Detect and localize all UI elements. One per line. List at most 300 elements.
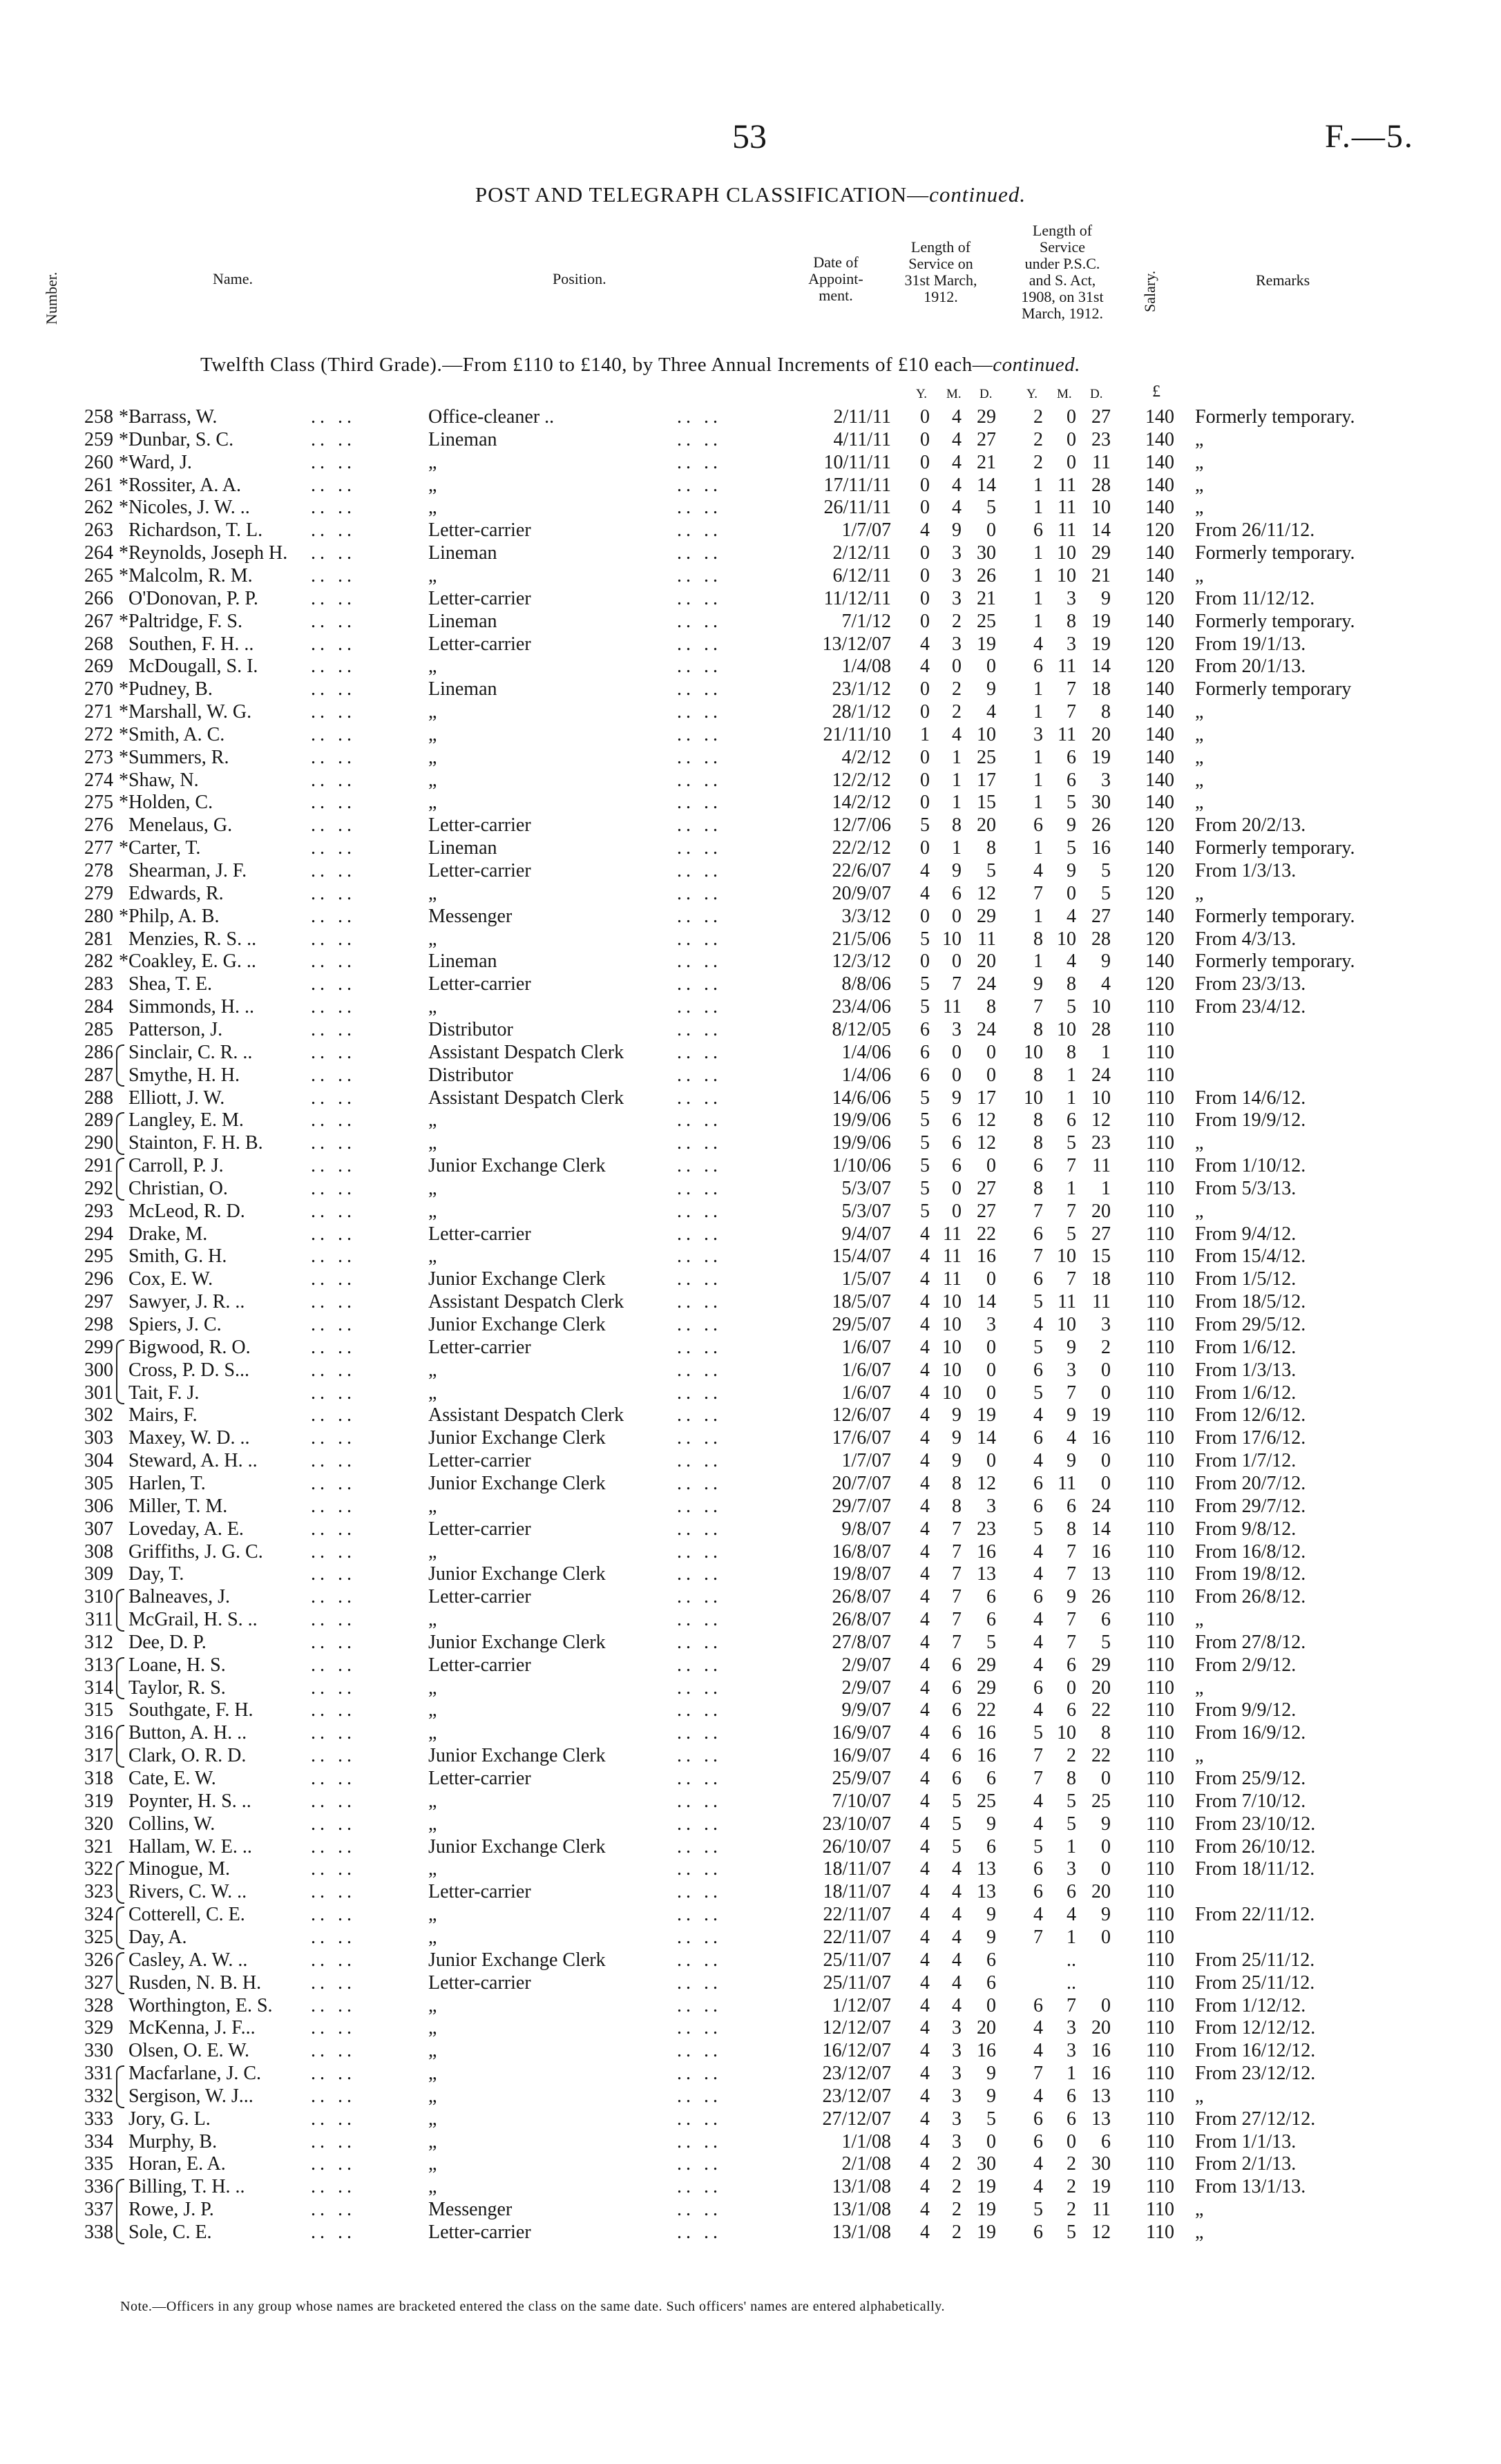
cell-name: Holden, C. — [128, 792, 213, 814]
cell-sm: 10 — [942, 1291, 962, 1313]
leader-dots: .. .. — [311, 1858, 356, 1880]
cell-pos: „ — [428, 1200, 437, 1222]
cell-pos: „ — [428, 1382, 437, 1404]
cell-name: Steward, A. H. .. — [128, 1450, 258, 1472]
cell-sd: 23 — [977, 1518, 996, 1540]
cell-sal: 110 — [1146, 1359, 1174, 1381]
cell-name: Barrass, W. — [128, 406, 218, 428]
cell-pos: Letter-carrier — [428, 1768, 531, 1789]
cell-pm: 11 — [1058, 723, 1076, 745]
cell-sm: 4 — [952, 1971, 962, 1994]
cell-name: Shaw, N. — [128, 769, 199, 791]
cell-sy: 0 — [920, 769, 930, 791]
cell-sm: 10 — [942, 1359, 962, 1381]
cell-pos: Junior Exchange Clerk — [428, 1314, 606, 1335]
cell-py: 1 — [1033, 951, 1043, 973]
cell-sm: 11 — [943, 996, 962, 1018]
table-row — [0, 1087, 1501, 1109]
table-row — [0, 2108, 1501, 2130]
leader-dots: .. .. — [311, 1291, 356, 1313]
cell-pos: Lineman — [428, 678, 497, 700]
cell-sd: 29 — [977, 1654, 996, 1676]
cell-rem: From 29/7/12. — [1195, 1495, 1306, 1517]
cell-sm: 3 — [952, 564, 962, 586]
cell-pm: 9 — [1067, 1404, 1076, 1426]
cell-num: 289 — [84, 1109, 113, 1131]
leader-dots: .. .. — [311, 2063, 356, 2085]
cell-num: 313 — [84, 1654, 113, 1676]
cell-pm: 9 — [1067, 1450, 1076, 1472]
leader-dots: .. .. — [677, 701, 722, 723]
cell-sm: 3 — [952, 542, 962, 564]
cell-num: 314 — [84, 1677, 113, 1699]
cell-pd: 23 — [1091, 1132, 1111, 1154]
cell-sd: 14 — [977, 474, 996, 496]
cell-pos: Junior Exchange Clerk — [428, 1472, 606, 1494]
cell-pos: Letter-carrier — [428, 973, 531, 995]
table-row — [0, 814, 1501, 837]
cell-py: 6 — [1033, 1495, 1043, 1517]
cell-name: Elliott, J. W. — [128, 1087, 225, 1109]
cell-rem: From 20/7/12. — [1195, 1472, 1306, 1494]
leader-dots: .. .. — [677, 1472, 722, 1494]
cell-pos: Junior Exchange Clerk — [428, 1268, 606, 1290]
cell-sm: 1 — [952, 837, 962, 859]
leader-dots: .. .. — [677, 2199, 722, 2221]
cell-date: 1/10/06 — [832, 1155, 891, 1177]
leader-dots: .. .. — [677, 1858, 722, 1880]
leader-dots: .. .. — [677, 1427, 722, 1449]
cell-sd: 16 — [977, 1245, 996, 1268]
table-row — [0, 656, 1501, 678]
cell-sm: 2 — [952, 2153, 962, 2175]
cell-rem: From 26/8/12. — [1195, 1586, 1306, 1608]
cell-date: 15/4/07 — [832, 1245, 891, 1268]
cell-name: Cate, E. W. — [128, 1768, 216, 1789]
cell-sd: 29 — [977, 406, 996, 428]
cell-sy: 0 — [920, 497, 930, 519]
cell-sal: 110 — [1146, 1971, 1174, 1994]
table-row — [0, 633, 1501, 656]
leader-dots: .. .. — [677, 474, 722, 496]
cell-sal: 110 — [1146, 1314, 1174, 1335]
group-bracket — [116, 1112, 124, 1155]
leader-dots: .. .. — [311, 2040, 356, 2062]
leader-dots: .. .. — [311, 2222, 356, 2243]
cell-sy: 0 — [920, 587, 930, 609]
leader-dots: .. .. — [677, 2108, 722, 2130]
cell-pd: 19 — [1091, 610, 1111, 632]
cell-sd: 8 — [986, 996, 996, 1018]
cell-pm: 11 — [1058, 519, 1076, 542]
table-row — [0, 1427, 1501, 1449]
cell-pm: 6 — [1067, 1699, 1076, 1721]
cell-pm: 0 — [1067, 451, 1076, 473]
cell-pd: 1 — [1101, 1041, 1111, 1063]
cell-pd: 11 — [1092, 2199, 1111, 2221]
leader-dots: .. .. — [677, 1177, 722, 1199]
cell-date: 19/8/07 — [832, 1563, 891, 1585]
cell-pm: 5 — [1067, 1813, 1076, 1835]
cell-num: 281 — [84, 928, 113, 950]
table-row — [0, 1496, 1501, 1518]
cell-py: 2 — [1033, 428, 1043, 450]
cell-name: Pudney, B. — [128, 678, 213, 700]
leader-dots: .. .. — [677, 678, 722, 700]
cell-num: 260 — [84, 451, 113, 473]
cell-num: 328 — [84, 1994, 113, 2016]
group-bracket — [116, 1952, 124, 1995]
cell-name: Jory, G. L. — [128, 2108, 211, 2130]
cell-py: 4 — [1033, 633, 1043, 655]
cell-py: 6 — [1033, 1427, 1043, 1449]
cell-sm: 6 — [952, 1654, 962, 1676]
cell-sal: 110 — [1146, 1768, 1174, 1789]
cell-pd: 0 — [1101, 1472, 1111, 1494]
cell-date: 17/11/11 — [823, 474, 891, 496]
cell-date: 27/12/07 — [822, 2108, 891, 2130]
cell-pd: 0 — [1101, 1382, 1111, 1404]
cell-py: 6 — [1033, 2130, 1043, 2152]
cell-py: 1 — [1033, 497, 1043, 519]
cell-rem: Formerly temporary. — [1195, 406, 1355, 428]
cell-sm: 7 — [952, 1609, 962, 1631]
cell-pd: 14 — [1091, 519, 1111, 542]
cell-pd: 28 — [1091, 928, 1111, 950]
cell-date: 23/10/07 — [822, 1813, 891, 1835]
cell-sal: 110 — [1146, 1858, 1174, 1880]
cell-sd: 13 — [977, 1858, 996, 1880]
cell-rem: „ — [1195, 1745, 1204, 1767]
leader-dots: .. .. — [677, 1949, 722, 1971]
cell-pd: 12 — [1091, 2222, 1111, 2243]
cell-sm: 6 — [952, 882, 962, 904]
cell-pd: 5 — [1101, 860, 1111, 881]
table-row — [0, 1155, 1501, 1177]
cell-num: 272 — [84, 723, 113, 745]
leader-dots: .. .. — [311, 1926, 356, 1948]
cell-rem: From 15/4/12. — [1195, 1245, 1306, 1268]
cell-num: 279 — [84, 882, 113, 904]
cell-pos: Letter-carrier — [428, 1654, 531, 1676]
cell-sd: 22 — [977, 1699, 996, 1721]
leader-dots: .. .. — [311, 2108, 356, 2130]
cell-num: 318 — [84, 1768, 113, 1789]
cell-sal: 140 — [1145, 678, 1174, 700]
cell-sm: 2 — [952, 701, 962, 723]
cell-pos: „ — [428, 701, 437, 723]
cell-sy: 4 — [920, 860, 930, 881]
cell-pos: Lineman — [428, 428, 497, 450]
cell-num: 287 — [84, 1064, 113, 1086]
leader-dots: .. .. — [311, 1949, 356, 1971]
cell-pos: „ — [428, 1904, 437, 1926]
cell-date: 1/7/07 — [841, 1450, 891, 1472]
cell-date: 1/4/06 — [841, 1041, 891, 1063]
cell-pos: „ — [428, 2063, 437, 2085]
leader-dots: .. .. — [311, 1087, 356, 1109]
cell-name: Griffiths, J. G. C. — [128, 1540, 263, 1563]
cell-num: 285 — [84, 1018, 113, 1040]
leader-dots: .. .. — [677, 1087, 722, 1109]
cell-rem: From 19/1/13. — [1195, 633, 1306, 655]
cell-sm: 6 — [952, 1109, 962, 1131]
cell-pd: 27 — [1091, 1223, 1111, 1245]
cell-num: 301 — [84, 1382, 113, 1404]
cell-name: Tait, F. J. — [128, 1382, 200, 1404]
cell-rem: From 20/2/13. — [1195, 814, 1306, 837]
leader-dots: .. .. — [677, 1881, 722, 1903]
cell-sd: 16 — [977, 1722, 996, 1744]
cell-sal: 110 — [1146, 1654, 1174, 1676]
cell-py: 7 — [1033, 1200, 1043, 1222]
cell-sm: 11 — [943, 1245, 962, 1268]
cell-num: 307 — [84, 1518, 113, 1540]
cell-pos: „ — [428, 1677, 437, 1699]
table-row — [0, 2040, 1501, 2062]
cell-rem: From 29/5/12. — [1195, 1314, 1306, 1335]
table-row — [0, 2153, 1501, 2175]
cell-py: 4 — [1033, 1450, 1043, 1472]
leader-dots: .. .. — [311, 701, 356, 723]
cell-name: McLeod, R. D. — [128, 1200, 245, 1222]
cell-sal: 110 — [1146, 1631, 1174, 1653]
cell-pd: 14 — [1091, 1518, 1111, 1540]
leader-dots: .. .. — [311, 1404, 356, 1426]
cell-pm: 7 — [1067, 1155, 1076, 1177]
cell-sm: 3 — [952, 587, 962, 609]
cell-pd: 18 — [1091, 1268, 1111, 1290]
table-row — [0, 588, 1501, 610]
leader-dots: .. .. — [677, 1677, 722, 1699]
cell-pos: „ — [428, 1177, 437, 1199]
cell-py: 6 — [1033, 2108, 1043, 2130]
cell-pos: „ — [428, 2108, 437, 2130]
cell-num: 271 — [84, 701, 113, 723]
cell-name: Olsen, O. E. W. — [128, 2040, 249, 2062]
cell-pd: 23 — [1091, 428, 1111, 450]
cell-sal: 110 — [1146, 2199, 1174, 2221]
unit-d1: D. — [979, 387, 993, 401]
leader-dots: .. .. — [311, 1223, 356, 1245]
cell-pd: 9 — [1101, 1813, 1111, 1835]
leader-dots: .. .. — [677, 1994, 722, 2016]
cell-sd: 15 — [977, 792, 996, 814]
cell-sy: 4 — [920, 1790, 930, 1812]
leader-dots: .. .. — [677, 1745, 722, 1767]
leader-dots: .. .. — [311, 2017, 356, 2039]
cell-py: 1 — [1033, 678, 1043, 700]
cell-sal: 110 — [1146, 1291, 1174, 1313]
cell-sd: 24 — [977, 1018, 996, 1040]
cell-pos: „ — [428, 769, 437, 791]
cell-num: 332 — [84, 2085, 113, 2107]
cell-name: Sole, C. E. — [128, 2222, 212, 2243]
cell-sy: 5 — [920, 1200, 930, 1222]
cell-pm: .. — [1067, 1971, 1076, 1994]
cell-py: 6 — [1033, 519, 1043, 542]
cell-pm: 6 — [1067, 1495, 1076, 1517]
cell-rem: From 1/6/12. — [1195, 1382, 1297, 1404]
cell-date: 22/6/07 — [832, 860, 891, 881]
leader-dots: .. .. — [311, 1109, 356, 1131]
cell-py: 4 — [1033, 1314, 1043, 1335]
leader-dots: .. .. — [677, 723, 722, 745]
cell-pos: „ — [428, 474, 437, 496]
cell-sd: 11 — [977, 928, 996, 950]
cell-date: 18/5/07 — [832, 1291, 891, 1313]
cell-rem: From 9/8/12. — [1195, 1518, 1297, 1540]
cell-pos: Letter-carrier — [428, 1223, 531, 1245]
table-row — [0, 996, 1501, 1018]
cell-date: 19/9/06 — [832, 1109, 891, 1131]
cell-sm: 0 — [952, 1200, 962, 1222]
group-bracket — [116, 1044, 124, 1087]
table-row — [0, 1745, 1501, 1767]
cell-sm: 2 — [952, 2176, 962, 2198]
cell-sy: 5 — [920, 1132, 930, 1154]
leader-dots: .. .. — [677, 2130, 722, 2152]
cell-sal: 120 — [1145, 587, 1174, 609]
leader-dots: .. .. — [311, 610, 356, 632]
leader-dots: .. .. — [311, 860, 356, 881]
cell-name: Worthington, E. S. — [128, 1994, 273, 2016]
header-line: Service on — [908, 255, 973, 272]
cell-pd: 22 — [1091, 1699, 1111, 1721]
cell-sm: 6 — [952, 1722, 962, 1744]
cell-name: Ward, J. — [128, 451, 192, 473]
cell-pm: 7 — [1067, 1994, 1076, 2016]
cell-sm: 0 — [952, 905, 962, 927]
cell-py: 6 — [1033, 1586, 1043, 1608]
cell-rem: From 1/10/12. — [1195, 1155, 1306, 1177]
cell-pd: 26 — [1091, 1586, 1111, 1608]
leader-dots: .. .. — [311, 1359, 356, 1381]
cell-pos: „ — [428, 928, 437, 950]
leader-dots: .. .. — [677, 2153, 722, 2175]
cell-sd: 27 — [977, 428, 996, 450]
cell-py: 4 — [1033, 1904, 1043, 1926]
cell-rem: From 27/12/12. — [1195, 2108, 1316, 2130]
leader-dots: .. .. — [677, 656, 722, 678]
cell-rem: „ — [1195, 1609, 1204, 1631]
cell-rem: From 27/8/12. — [1195, 1631, 1306, 1653]
cell-date: 26/8/07 — [832, 1609, 891, 1631]
cell-pd: 13 — [1091, 2085, 1111, 2107]
cell-sal: 110 — [1146, 2222, 1174, 2243]
cell-name: Rowe, J. P. — [128, 2199, 214, 2221]
leader-dots: .. .. — [311, 1722, 356, 1744]
cell-num: 282 — [84, 951, 113, 973]
cell-date: 29/7/07 — [832, 1495, 891, 1517]
cell-num: 295 — [84, 1245, 113, 1268]
cell-name: Casley, A. W. .. — [128, 1949, 248, 1971]
leader-dots: .. .. — [677, 1835, 722, 1857]
leader-dots: .. .. — [677, 814, 722, 837]
cell-sy: 5 — [920, 996, 930, 1018]
cell-star: * — [119, 951, 128, 973]
leader-dots: .. .. — [311, 1495, 356, 1517]
table-row — [0, 928, 1501, 951]
cell-sd: 17 — [977, 769, 996, 791]
leader-dots: .. .. — [311, 1200, 356, 1222]
cell-py: 4 — [1033, 2176, 1043, 2198]
cell-rem: „ — [1195, 746, 1204, 768]
table-row — [0, 906, 1501, 928]
cell-date: 2/11/11 — [833, 406, 891, 428]
cell-name: Hallam, W. E. .. — [128, 1835, 252, 1857]
table-row — [0, 1404, 1501, 1426]
cell-sy: 4 — [920, 1427, 930, 1449]
cell-num: 333 — [84, 2108, 113, 2130]
cell-sal: 110 — [1146, 1223, 1174, 1245]
cell-pd: 15 — [1091, 1245, 1111, 1268]
table-row — [0, 1450, 1501, 1472]
cell-sm: 4 — [952, 428, 962, 450]
cell-pm: 0 — [1067, 406, 1076, 428]
cell-pd: 16 — [1091, 1427, 1111, 1449]
cell-date: 4/11/11 — [833, 428, 891, 450]
cell-py: 2 — [1033, 451, 1043, 473]
cell-sal: 110 — [1146, 1699, 1174, 1721]
cell-star: * — [119, 746, 128, 768]
cell-sm: 3 — [952, 633, 962, 655]
table-row — [0, 724, 1501, 746]
cell-pos: „ — [428, 1926, 437, 1948]
cell-sal: 110 — [1146, 1200, 1174, 1222]
cell-sal: 110 — [1146, 1382, 1174, 1404]
cell-date: 1/6/07 — [841, 1382, 891, 1404]
cell-sd: 29 — [977, 1677, 996, 1699]
table-row — [0, 1632, 1501, 1654]
cell-pos: Letter-carrier — [428, 633, 531, 655]
unit-m1: M. — [946, 387, 962, 401]
cell-name: Sinclair, C. R. .. — [128, 1041, 253, 1063]
table-row — [0, 1268, 1501, 1290]
cell-sal: 120 — [1145, 860, 1174, 881]
cell-pd: 20 — [1091, 1200, 1111, 1222]
cell-num: 259 — [84, 428, 113, 450]
cell-pm: 2 — [1067, 2176, 1076, 2198]
cell-py: 6 — [1033, 1155, 1043, 1177]
table-row — [0, 1064, 1501, 1087]
header-line: under P.S.C. — [1024, 255, 1100, 272]
cell-py: 4 — [1033, 1540, 1043, 1563]
cell-name: Clark, O. R. D. — [128, 1745, 247, 1767]
cell-sd: 0 — [986, 1382, 996, 1404]
cell-num: 297 — [84, 1291, 113, 1313]
cell-sd: 6 — [986, 1609, 996, 1631]
cell-pd: 19 — [1091, 2176, 1111, 2198]
cell-py: 10 — [1024, 1041, 1043, 1063]
cell-pd: 28 — [1091, 1018, 1111, 1040]
cell-py: 4 — [1033, 1654, 1043, 1676]
cell-date: 1/6/07 — [841, 1359, 891, 1381]
leader-dots: .. .. — [677, 519, 722, 542]
cell-sal: 110 — [1146, 1177, 1174, 1199]
table-row — [0, 1541, 1501, 1563]
cell-sd: 9 — [986, 1926, 996, 1948]
cell-date: 23/1/12 — [832, 678, 891, 700]
cell-sm: 2 — [952, 610, 962, 632]
cell-py: 7 — [1033, 1745, 1043, 1767]
leader-dots: .. .. — [677, 860, 722, 881]
leader-dots: .. .. — [677, 1223, 722, 1245]
cell-pd: 28 — [1091, 474, 1111, 496]
cell-pd: 0 — [1101, 1359, 1111, 1381]
cell-rem: From 16/8/12. — [1195, 1540, 1306, 1563]
cell-name: Day, A. — [128, 1926, 187, 1948]
